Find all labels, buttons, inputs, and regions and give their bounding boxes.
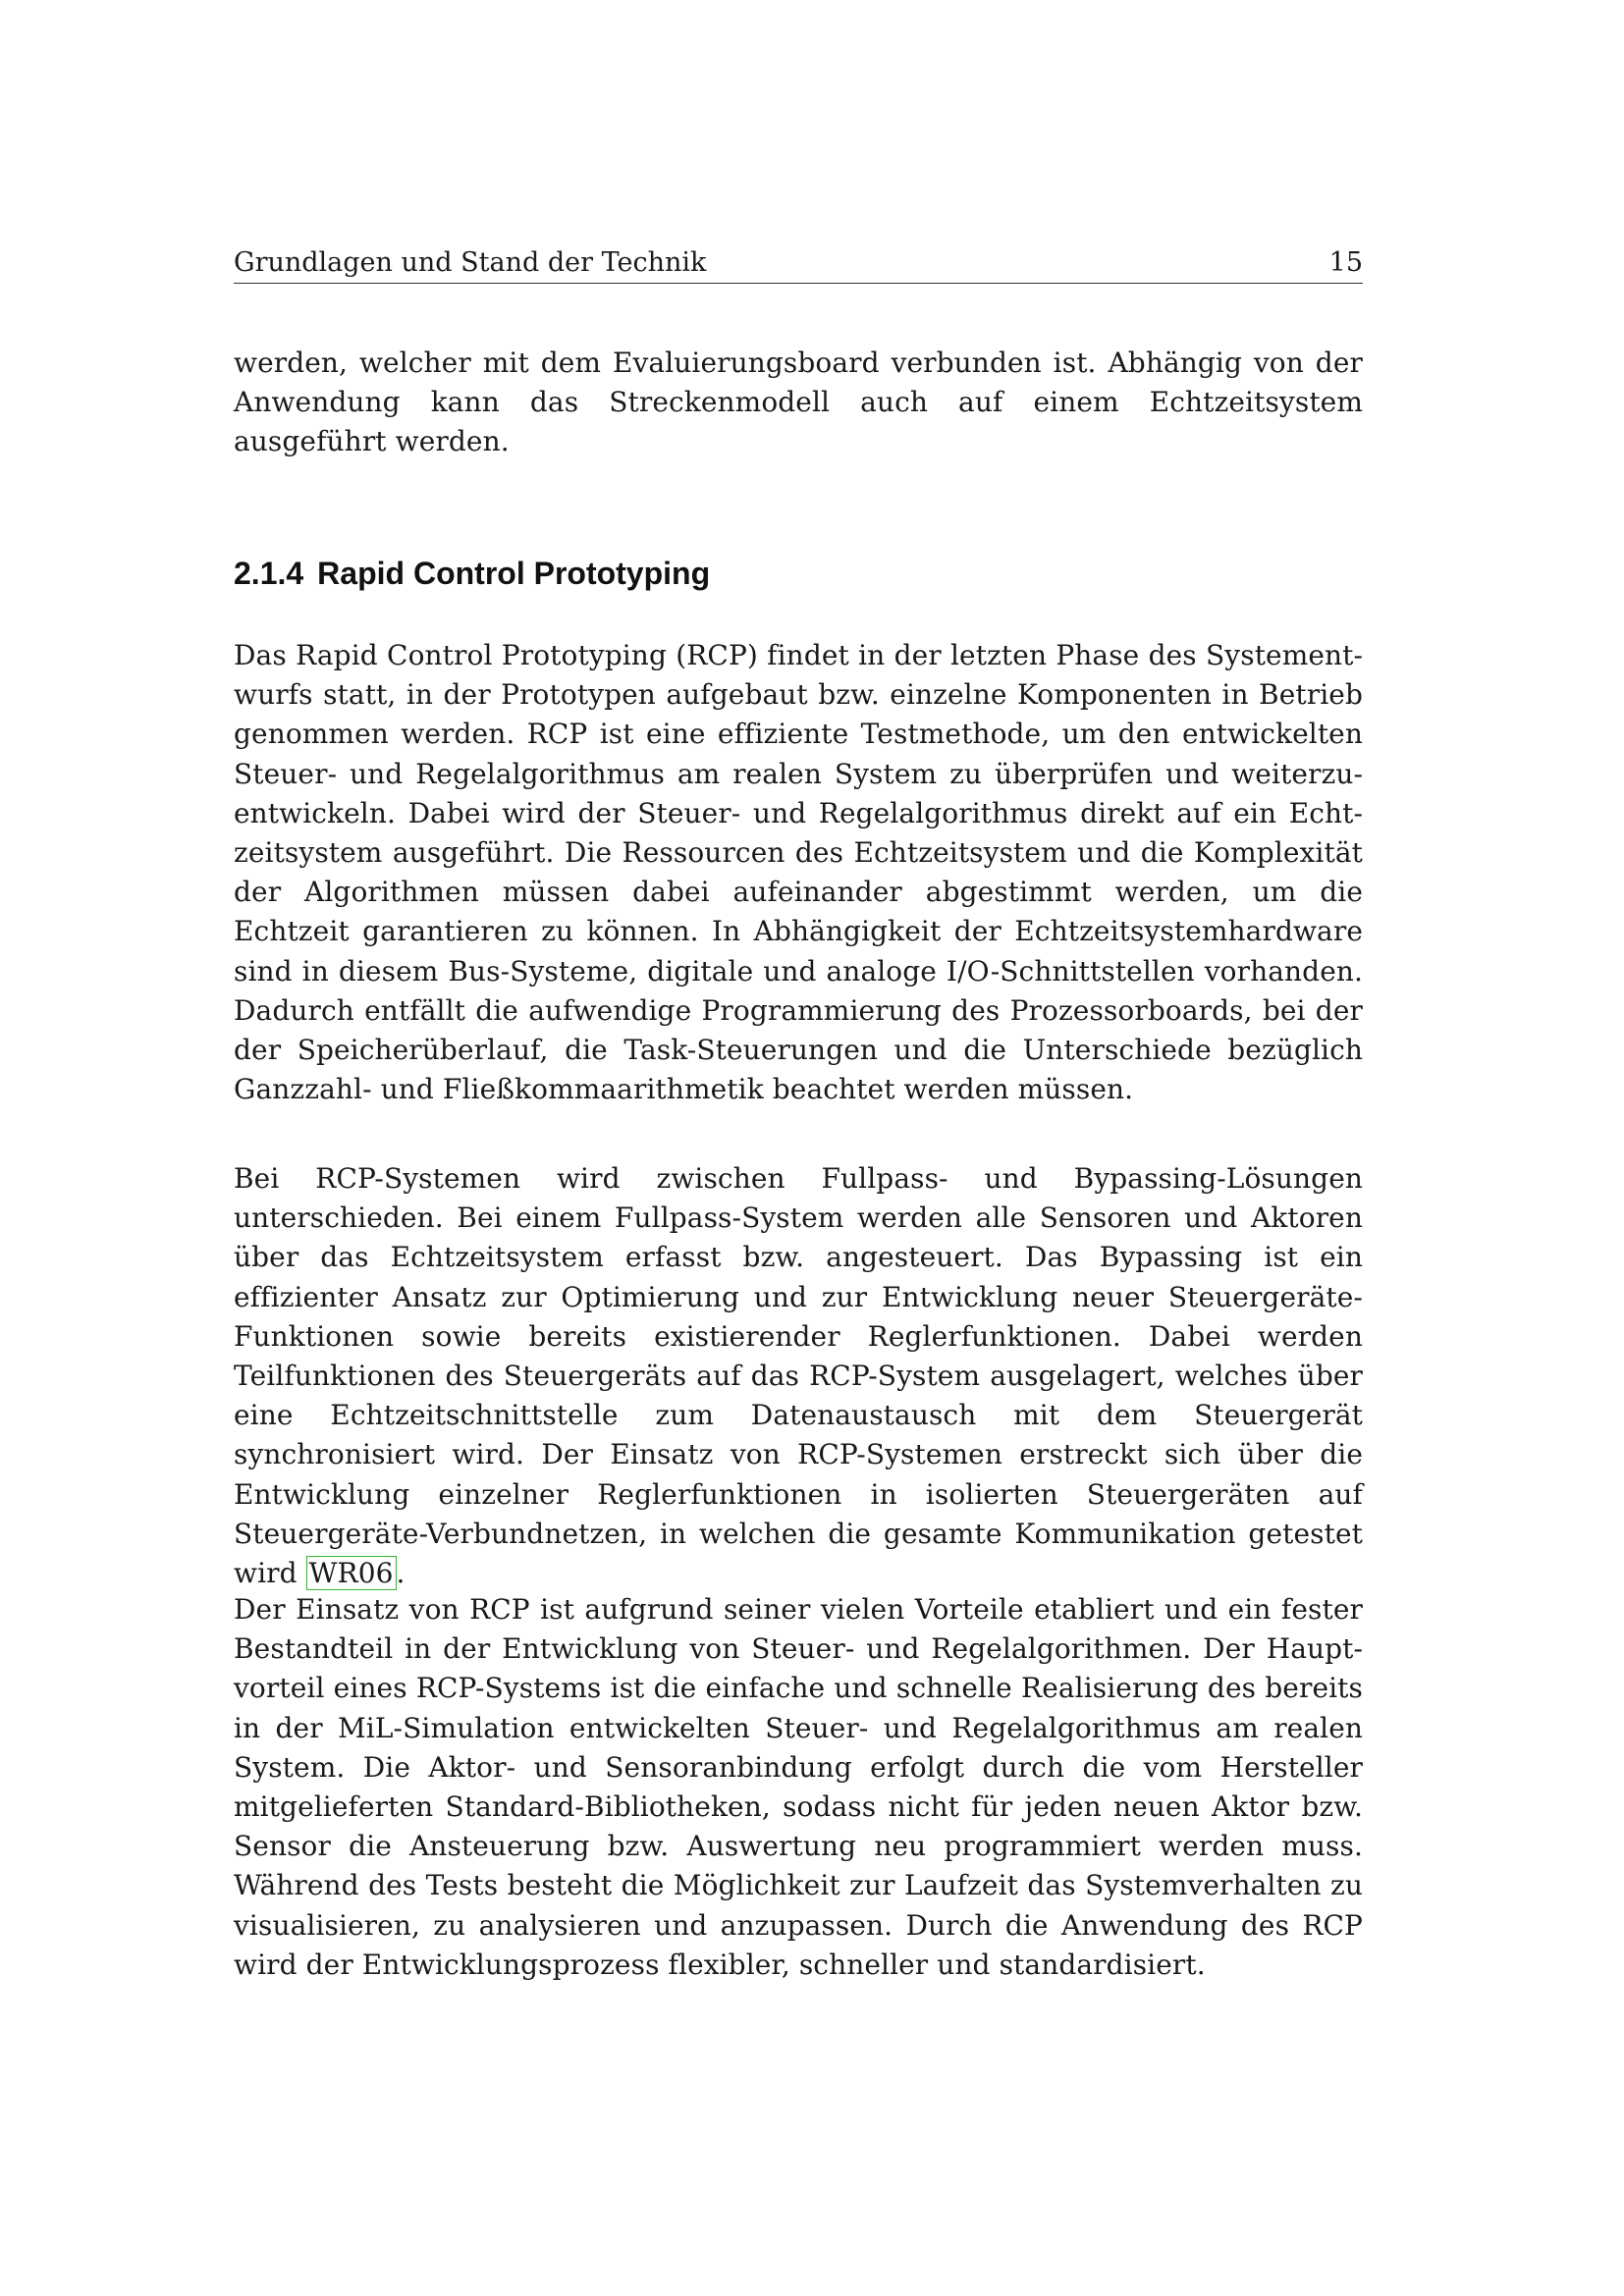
- paragraph-continuation: werden, welcher mit dem Evaluierungsboard verbunden ist. Abhängig von der Anwendung kann das Streckenmodell auch auf einem Echtzeitsystem ausgeführt werden.: [234, 347, 1363, 458]
- paragraph-rcp-systems: [234, 1159, 1363, 1593]
- sentence-period: .: [396, 1557, 406, 1590]
- paragraph-text: Bei RCP-Systemen wird zwischen Fullpass- und Bypassing-Lösungen unterschieden. Bei einem Fullpass-System werden alle Sensoren und Aktoren über das Echtzeitsystem erfasst bzw. angesteuert. Das Bypassing ist ein effizienter Ansatz zur Optimierung und zur Entwicklung neuer Steuergeräte-Funktionen sowie bereits existierender Reglerfunktionen. Dabei werden Teilfunktionen des Steuergeräts auf das RCP-System ausgelagert, welches über eine Echtzeitschnittstelle zum Datenaustausch mit dem Steuergerät synchronisiert wird. Der Einsatz von RCP-Systemen erstreckt sich über die Entwicklung einzelner Reglerfunktionen in isolierten Steuergeräten auf Steuergeräte-Verbundnetzen, in welchen die gesamte Kommunikation getestet wird: [234, 1162, 1363, 1590]
- section-heading: [234, 552, 710, 595]
- section-number: 2.1.4: [234, 556, 304, 591]
- page-number: 15: [1328, 247, 1363, 278]
- section-title: Rapid Control Prototyping: [317, 556, 711, 591]
- running-header: [234, 243, 1363, 284]
- paragraph-rcp-intro: Das Rapid Control Prototyping (RCP) findet in der letzten Phase des Systementwurfs statt, in der Prototypen aufgebaut bzw. einzelne Komponenten in Betrieb genommen werden. RCP ist eine effiziente Testmethode, um den entwickelten Steuer- und Regelalgorithmus am realen System zu überprüfen und weiterzuentwickeln. Dabei wird der Steuer- und Regelalgorithmus direkt auf ein Echtzeitsystem ausgeführt. Die Ressourcen des Echtzeitsystem und die Komplexität der Algorithmen müssen dabei aufeinander abgestimmt werden, um die Echtzeit garantieren zu können. In Abhängigkeit der Echtzeitsystemhardware sind in diesem Bus-Systeme, digitale und analoge I/O-Schnittstellen vorhanden. Dadurch entfällt die aufwendige Programmierung des Prozessorboards, bei der der Speicherüberlauf, die Task-Steuerungen und die Unterschiede bezüglich Ganzzahl- und Fließkommaarithmetik beachtet werden müssen.: [234, 639, 1363, 1106]
- document-page: [234, 0, 1363, 2296]
- citation-link[interactable]: WR06: [306, 1556, 397, 1590]
- paragraph-rcp-advantages: Der Einsatz von RCP ist aufgrund seiner vielen Vorteile etabliert und ein fester Bestandteil in der Entwicklung von Steuer- und Regelalgorithmen. Der Hauptvorteil eines RCP-Systems ist die einfache und schnelle Realisierung des bereits in der MiL-Simulation entwickelten Steuer- und Regelalgorithmus am realen System. Die Aktor- und Sensoranbindung erfolgt durch die vom Hersteller mitgelieferten Standard-Bibliotheken, sodass nicht für jeden neuen Aktor bzw. Sensor die Ansteuerung bzw. Auswertung neu programmiert werden muss. Während des Tests besteht die Möglichkeit zur Laufzeit das Systemverhalten zu visualisieren, zu analysieren und anzupassen. Durch die Anwendung des RCP wird der Entwicklungsprozess flexibler, schneller und standardisiert.: [234, 1593, 1363, 1981]
- header-chapter-title: Grundlagen und Stand der Technik: [234, 247, 707, 278]
